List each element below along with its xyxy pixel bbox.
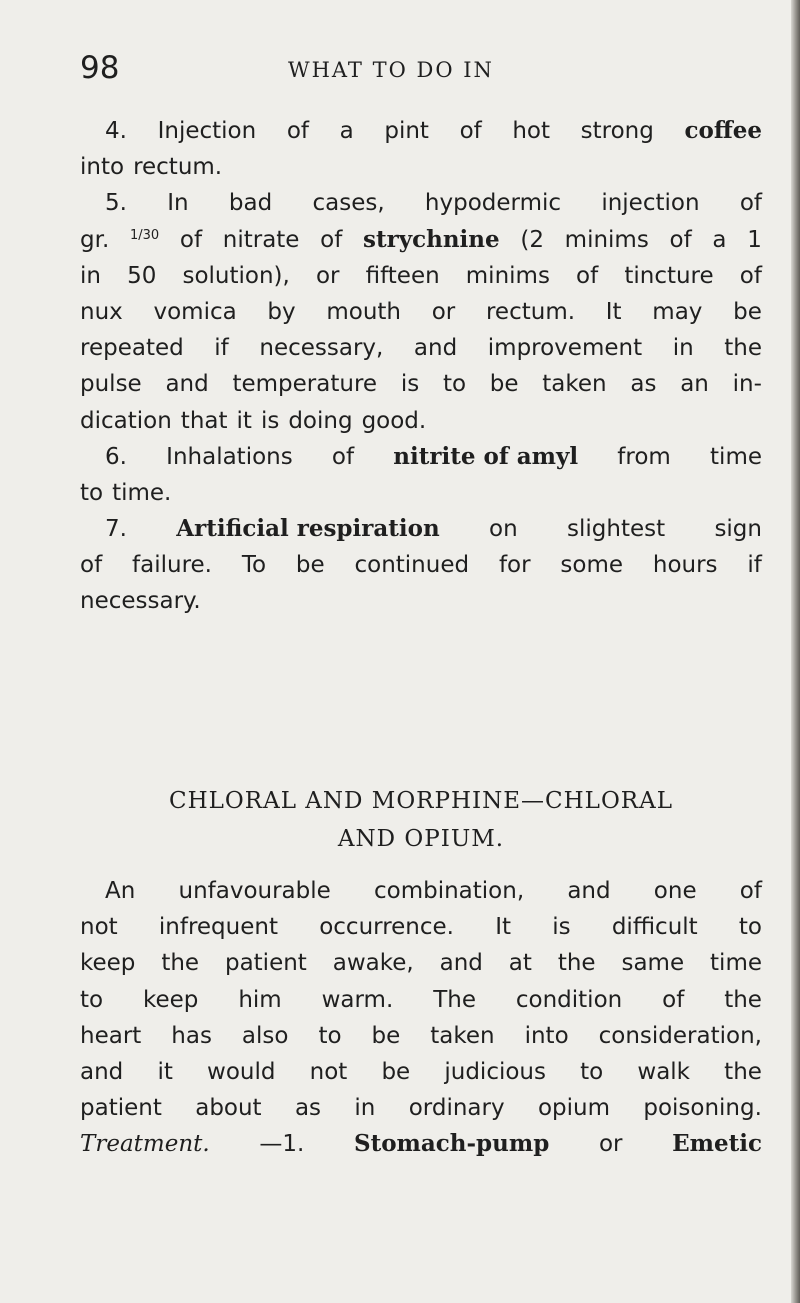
word: hypodermic	[424, 190, 562, 217]
word: dication	[80, 407, 172, 434]
text-line	[80, 1126, 762, 1162]
word: injection	[601, 190, 700, 217]
page-header	[80, 50, 762, 90]
word: 7.	[105, 516, 127, 543]
word: of	[739, 190, 762, 217]
word: necessary,	[259, 335, 384, 362]
word: into	[524, 1022, 569, 1049]
emphasis-term: Artificial respiration	[176, 515, 440, 543]
word: the	[724, 1058, 762, 1085]
word: occurrence.	[319, 914, 454, 941]
word: same	[621, 950, 685, 977]
word: a	[339, 118, 354, 144]
word: of	[669, 226, 692, 253]
page-number: 98	[80, 50, 120, 86]
word: 1	[747, 226, 762, 253]
word: taken	[542, 371, 607, 398]
word: of	[286, 118, 309, 144]
text-line	[80, 1018, 762, 1054]
word: to	[80, 986, 104, 1013]
word: the	[724, 335, 762, 362]
word: unfavourable	[178, 878, 331, 904]
word: be	[381, 1058, 411, 1085]
word: judicious	[444, 1058, 546, 1085]
word: minims	[564, 226, 649, 253]
word: bad	[228, 190, 273, 217]
running-title: WHAT TO DO IN	[288, 58, 494, 82]
word: improvement	[487, 335, 643, 362]
word: pulse	[80, 371, 142, 398]
word: doing	[288, 407, 353, 434]
word: and	[413, 335, 458, 362]
word: of	[179, 226, 203, 253]
word: the	[557, 950, 596, 977]
word: some	[560, 552, 624, 579]
word: heart	[80, 1022, 142, 1049]
word: it	[236, 407, 252, 434]
word: In	[167, 190, 189, 217]
word: difficult	[611, 914, 698, 941]
word: time	[710, 950, 762, 977]
text-line	[80, 1054, 762, 1090]
word: walk	[637, 1058, 691, 1085]
word: 6.	[105, 443, 127, 470]
section-heading-line-1: CHLORAL AND MORPHINE—CHLORAL	[168, 788, 674, 814]
text-line	[80, 113, 762, 149]
word: warm.	[321, 986, 394, 1013]
word: mouth	[326, 298, 402, 325]
word: nitrate	[222, 226, 300, 253]
word: if	[214, 335, 229, 362]
word: of	[739, 262, 762, 289]
text-line	[80, 366, 762, 402]
word: The	[433, 986, 476, 1013]
word: gr.	[80, 226, 110, 253]
word: one	[653, 878, 697, 904]
word: of	[576, 262, 599, 289]
word: to	[738, 914, 762, 941]
text-line	[80, 222, 762, 258]
italic-term: Treatment.	[80, 1131, 210, 1158]
word: pint	[384, 118, 429, 144]
word: to	[442, 371, 467, 398]
word: and	[567, 878, 611, 904]
word: is	[260, 407, 280, 434]
word: about	[195, 1095, 262, 1122]
page-edge-shadow	[791, 0, 800, 1303]
word: on	[489, 516, 518, 543]
word: an	[680, 371, 709, 398]
text-line	[80, 547, 762, 583]
word: slightest	[567, 516, 666, 543]
text-line	[80, 511, 762, 547]
word: is	[400, 371, 420, 398]
emphasis-term: coffee	[684, 117, 762, 144]
word: to	[80, 479, 104, 506]
word: into	[80, 154, 125, 181]
word: consideration,	[598, 1022, 762, 1049]
word: the	[724, 986, 762, 1013]
fraction: 1/30	[129, 227, 160, 243]
word: hot	[512, 118, 551, 144]
word: from	[617, 443, 671, 470]
word: tincture	[624, 262, 714, 289]
word: or	[315, 262, 340, 289]
word: as	[630, 371, 657, 398]
word: not	[80, 914, 118, 941]
word: a	[712, 226, 727, 253]
word: in	[80, 262, 101, 289]
word: and	[80, 1058, 124, 1085]
word: as	[294, 1095, 322, 1122]
text-line	[80, 294, 762, 330]
word: necessary.	[80, 588, 201, 615]
word: of	[80, 552, 103, 579]
word: nux	[80, 298, 123, 325]
text-line	[80, 149, 762, 185]
emphasis-term: strychnine	[363, 225, 500, 253]
word: infrequent	[158, 914, 278, 941]
word: poisoning.	[643, 1095, 762, 1122]
word: it	[157, 1058, 173, 1085]
word: that	[180, 407, 228, 434]
word: and	[165, 371, 209, 398]
word: temperature	[232, 371, 378, 398]
word: be	[371, 1022, 401, 1049]
word: keep	[143, 986, 199, 1013]
text-line	[80, 403, 762, 439]
emphasis-term: Stomach-pump	[353, 1130, 550, 1158]
text-line	[80, 1090, 762, 1126]
text-line	[80, 873, 762, 909]
word: may	[652, 298, 703, 325]
text-line	[80, 945, 762, 981]
word: by	[267, 298, 296, 325]
word: or	[598, 1131, 623, 1158]
emphasis-term: Emetic	[672, 1130, 762, 1158]
word: awake,	[332, 950, 414, 977]
word: be	[733, 298, 762, 325]
word: 5.	[105, 190, 127, 217]
word: good.	[361, 407, 427, 434]
section-paragraph	[80, 873, 762, 1163]
word: also	[241, 1022, 289, 1049]
text-line	[80, 982, 762, 1018]
word: ordinary	[408, 1095, 505, 1122]
word: in	[672, 335, 694, 362]
word: 50	[127, 262, 157, 289]
word: minims	[465, 262, 550, 289]
word: solution),	[182, 262, 290, 289]
word: has	[171, 1022, 212, 1049]
word: failure.	[132, 552, 212, 579]
word: taken	[430, 1022, 495, 1049]
text-line	[80, 185, 762, 221]
word: It	[605, 298, 622, 325]
word: keep	[80, 950, 136, 977]
word: —1.	[259, 1131, 305, 1158]
word: to	[580, 1058, 604, 1085]
word: for	[498, 552, 531, 579]
word: To	[241, 552, 267, 579]
section-heading-line-2: AND OPIUM.	[337, 826, 505, 852]
word: It	[495, 914, 512, 941]
text-line	[80, 909, 762, 945]
word: patient	[80, 1095, 162, 1122]
word: to	[318, 1022, 342, 1049]
word: of	[739, 878, 762, 904]
word: condition	[515, 986, 623, 1013]
word: rectum.	[133, 154, 223, 181]
word: of	[331, 443, 355, 470]
word: sign	[714, 516, 762, 543]
word: 4.	[105, 118, 127, 144]
word: is	[552, 914, 571, 941]
word: Inhalations	[166, 443, 293, 470]
word: the	[161, 950, 200, 977]
word: rectum.	[485, 298, 576, 325]
word: be	[295, 552, 325, 579]
word: hours	[652, 552, 718, 579]
word: An	[105, 878, 136, 904]
word: strong	[580, 118, 654, 144]
word: opium	[537, 1095, 610, 1122]
word: of	[320, 226, 343, 253]
word: combination,	[373, 878, 525, 904]
word: fifteen	[365, 262, 440, 289]
text-line	[80, 439, 762, 475]
word: would	[207, 1058, 276, 1085]
word: time	[710, 443, 762, 470]
word: of	[662, 986, 685, 1013]
word: of	[459, 118, 482, 144]
text-line	[80, 475, 762, 511]
word: and	[439, 950, 483, 977]
text-line	[80, 583, 762, 619]
word: cases,	[312, 190, 385, 217]
word: Injection	[157, 118, 257, 144]
word: be	[489, 371, 519, 398]
word: (2	[520, 226, 544, 253]
text-line	[80, 258, 762, 294]
word: in-	[732, 371, 762, 398]
word: time.	[112, 479, 172, 506]
word: if	[747, 552, 762, 579]
emphasis-term: nitrite of amyl	[393, 442, 579, 470]
word: at	[508, 950, 532, 977]
word: patient	[224, 950, 307, 977]
word: continued	[354, 552, 470, 579]
word: him	[238, 986, 282, 1013]
word: in	[354, 1095, 376, 1122]
word: vomica	[153, 298, 237, 325]
text-line	[80, 330, 762, 366]
word: repeated	[80, 335, 184, 362]
treatment-list	[80, 113, 762, 620]
word: not	[309, 1058, 348, 1085]
word: or	[431, 298, 456, 325]
